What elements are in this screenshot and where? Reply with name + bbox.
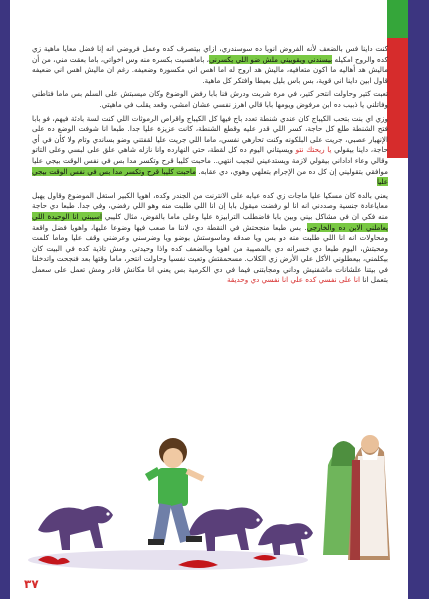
p4-text-a: يعني بالدة كان مسكيا عليا ماجات زي كده عيابه على الانترنت من الجندر وكده، اهويا الكبير استغل الموضوع وقاول يهبل معاياعادة جنسية وصددني انه انا لو رفضت ميقول بابا إن انا اللي طلبت منه وهو اللي رفضي، وفي جدا. طبعا دي حاجة منه فكي ان في مشاكل بيني وبين بابا فاضطلب الترابيزة عليا وعلى ماما بالقوض، مثال كليبي (32, 190, 389, 221)
red-edge-tab (387, 38, 408, 158)
p3-text-a: وزي اي بنت بتحب الكيباج كان عندي شنطة تعدد باج فيها كل الكيباج واقراص الرموثات اللي كنت لسة بادئة فيهم، فو بابا فتح الشنطة طلع كل حاجة، كسر اللي قدر عليه وقطع الشنطة، كانت عزيزة عليا جدا. طبعا انا شوفت الوضع ده على الإنهيار عصبي، جريت على البلكونه وكنت تحارهي نفسي، ماما اللي جريت عليا لقفتني وضو بساندي وتام ولا كأن في أي حاجة، داينا بيقولي (32, 113, 388, 155)
p3-green-highlight: ماحبت كليبا قرح وتكسر مدا بس في نفس الوقت بيجي عليا (32, 166, 388, 187)
p3-red-quote: يا ريحتك نتو (295, 145, 332, 155)
paragraph-2 (32, 89, 388, 110)
p2-text: تعبت كتير وحاولت انتحر كتير، في مرة شربت ودرش فنا بابا رفض الوضوع وكان ميسبتش على السلم بس ماما فتاطني وفاتلني يا ذبيب ده ابن مرفوض ويومها بابا قالي اهرز نفسي عشان امشي، وقعد يقلب في ماهيتي. (32, 89, 388, 109)
p1-highlight: بيسندني ويقوييني ملش ضو اللي يكسرني (208, 54, 333, 64)
comic-illustration (18, 420, 404, 580)
page-number: ٣٧ (24, 577, 39, 591)
document-page (10, 0, 408, 599)
wolf-right (258, 523, 313, 555)
p3-text-c: ويسيتاني اليوم ده كل لقطة، حتي النهارده وانا نازله شاهي علق على لبسي وعلى التاتو وقالي وعاء اداداني بيقولي لازمة ويستدعيني لنجيب انتهي.. ماحبت كليبا قرح وتكسر مدا بس في نفس الوقت بيجي عليا موافقي بتقوليني إن كل ده من الإجرام بتعلهي وهوي، دي عقابه. (32, 145, 388, 176)
p4-highlight: اسيبني انا الوحيدة اللي يعاملني الابن ده والخارجي (32, 211, 388, 232)
paragraph-3 (32, 114, 388, 188)
p4-text-c: . بس طبعا منجحتش في النقطة دي، لاننا ما صعب فيها وضوعا عليها، واهويا فضل واقعة ومحاولات انه انا اللي طلبت منه دو بس ويا صدقه وماسوستش بوضو ويا وضرسني وعرضني وقف عليا وماما كلمت ومحبتش، اليوم طبعا دي خسرانه دي بالمصيبة من اهويا وبالضعف كده واذا وحيدتي. ومش تاذية كده في البيت كان بيكلمني، بيعطلوني الأكل علي الأرض زي الكلاب. مسحمقتش وتعبت نفسيا وحاولت انتحر، ماما وقتها بعد فنجحت واتدخلنا في بيتنا علشانات ماشفنيش وداني ومجابتنى فيما في دي الكرمية بس يعني انا مكانش قادر ومش تعمل على سعمل بتعمل انا (32, 222, 388, 285)
p4-red-end: انا على نفسي كده علي انا نفسي دي وحديقة (226, 275, 360, 285)
paragraph-1 (32, 44, 388, 86)
p1-text-c: ، باماهسيت بكسره منه وس اخواتي، باما بعقت مني، من أن ماليش هد أهاليه ما اكون متعافيه، ماليش هد اروح له اما اهس اني مكسورة وضعيفه. رغم ان ماليش اهس اني ضعيفه قاول ابين داينا اني قوية، بس باس بليل بعيطا وافتكر كل ماهية. (32, 54, 388, 85)
green-edge-tab (387, 0, 408, 38)
body-text (32, 44, 388, 289)
p1-text-a: كنت داينا فس بالضعف لأنه الفروض انويا ده سوسندري، ازاي بيتصرف كده وعمل فروضي انه إنا فضل معايا ماهية زي كده والروح امكيله (32, 44, 388, 64)
wolf-middle (188, 508, 263, 551)
wolf-left (38, 506, 118, 550)
paragraph-4 (32, 191, 388, 286)
